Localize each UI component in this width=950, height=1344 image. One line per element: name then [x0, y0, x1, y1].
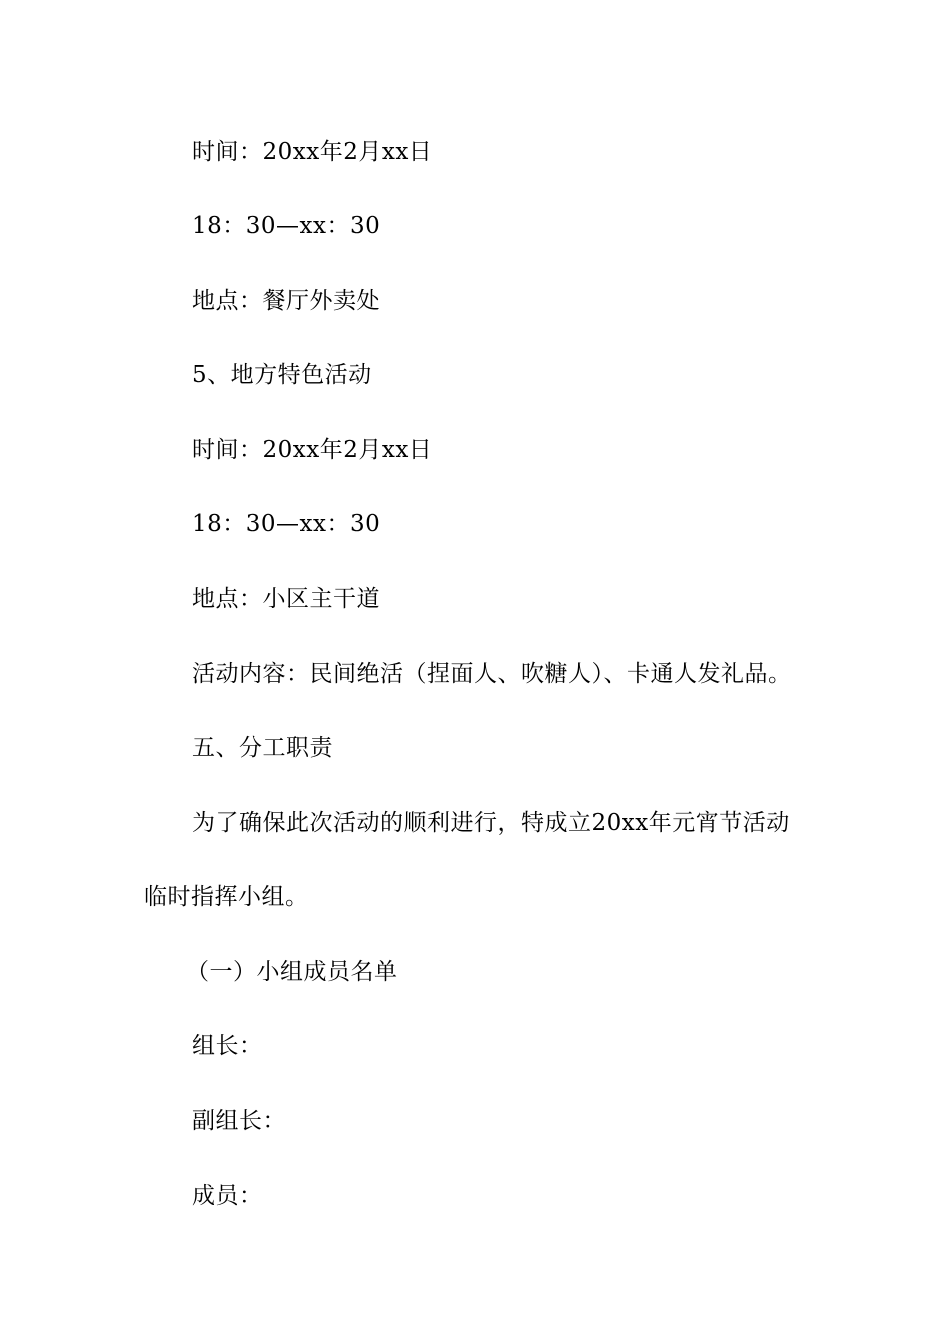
- paragraph-activity-content: 活动内容：民间绝活（捏面人、吹糖人）、卡通人发礼品。: [192, 661, 792, 687]
- field-leader: 组长：: [192, 1033, 263, 1059]
- field-deputy-leader: 副组长：: [192, 1108, 286, 1134]
- section-heading-local-activity: 5、地方特色活动: [192, 362, 372, 388]
- paragraph-hours-1: 18：30—xx：30: [192, 213, 381, 239]
- paragraph-purpose-line-1: 为了确保此次活动的顺利进行，特成立20xx年元宵节活动: [192, 810, 790, 836]
- paragraph-location-1: 地点：餐厅外卖处: [192, 288, 380, 314]
- subsection-heading-members: （一）小组成员名单: [186, 959, 398, 985]
- section-heading-responsibilities: 五、分工职责: [192, 735, 333, 761]
- paragraph-location-2: 地点：小区主干道: [192, 586, 380, 612]
- paragraph-hours-2: 18：30—xx：30: [192, 511, 381, 537]
- paragraph-time-1: 时间：20xx年2月xx日: [192, 139, 433, 165]
- paragraph-purpose-line-2: 临时指挥小组。: [144, 884, 309, 910]
- paragraph-time-2: 时间：20xx年2月xx日: [192, 437, 433, 463]
- field-members: 成员：: [192, 1183, 263, 1209]
